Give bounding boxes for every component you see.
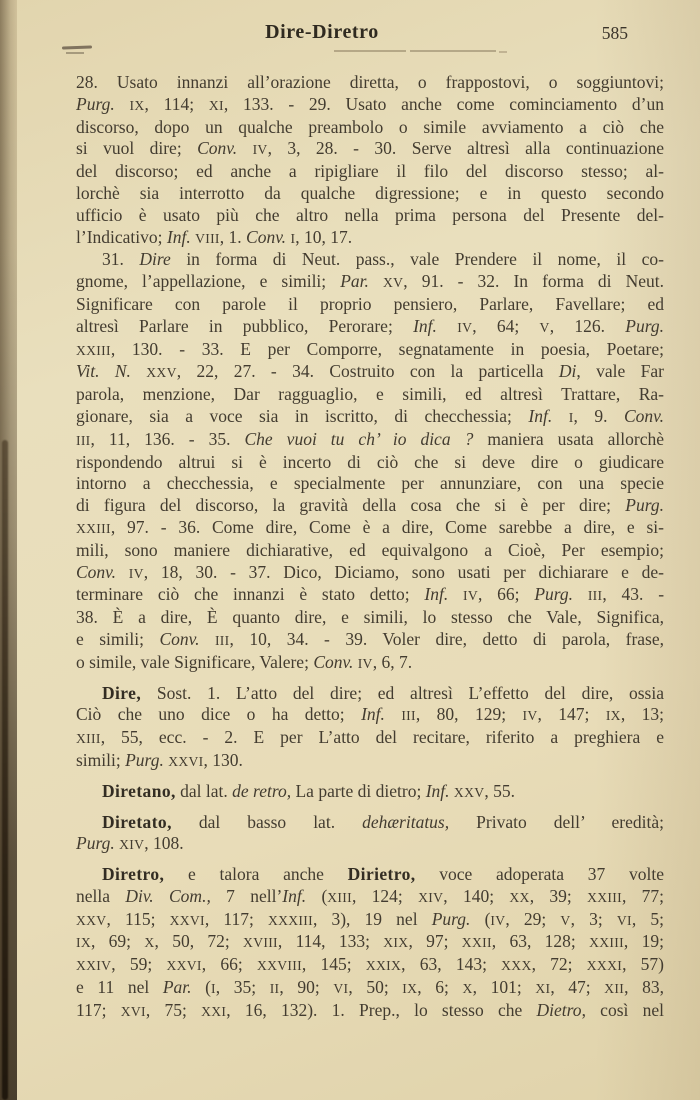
text-segment: del discorso; ed anche a ripigliare il filo del discorso stesso; al- xyxy=(76,161,664,182)
text-segment: , 72; xyxy=(531,954,587,975)
text-line xyxy=(76,562,664,585)
text-segment: VIII xyxy=(195,230,220,246)
text-segment: ( xyxy=(306,885,328,906)
dictionary-entry xyxy=(76,812,664,857)
text-segment: , 91. - 32. In forma di Neut. xyxy=(403,271,664,292)
headword: Dirietro, xyxy=(347,864,416,885)
text-segment: voce adoperata 37 volte xyxy=(415,864,664,885)
text-segment: , 80, 129; xyxy=(415,704,523,725)
scan-dash-mark-small xyxy=(66,52,84,54)
text-segment: Purg. xyxy=(625,495,664,516)
text-line xyxy=(76,833,664,856)
text-line xyxy=(76,540,664,562)
text-segment: , 126. xyxy=(549,315,626,336)
text-line xyxy=(76,909,664,932)
text-line xyxy=(76,271,664,294)
text-segment: XV xyxy=(382,275,404,291)
text-segment: , 147; xyxy=(537,704,606,725)
dictionary-entry xyxy=(76,683,664,773)
text-segment: XIV xyxy=(418,889,444,905)
text-segment: , 5; xyxy=(631,908,664,929)
text-segment: V xyxy=(539,319,550,335)
text-line xyxy=(76,886,664,909)
text-segment: IX xyxy=(402,981,418,997)
text-segment: l’Indicativo; xyxy=(76,226,167,247)
binding-edge-dark-stripe xyxy=(2,440,8,1100)
text-segment: gionare, sia a voce sia in iscritto, di checchessia; xyxy=(76,405,529,426)
text-segment: XI xyxy=(535,981,551,997)
text-line xyxy=(76,294,664,316)
text-segment: , 3; xyxy=(570,908,617,929)
text-segment: Vit. N. xyxy=(76,361,131,382)
text-segment: XXII xyxy=(461,935,492,951)
text-segment: III xyxy=(76,432,91,448)
text-line xyxy=(76,406,664,429)
text-segment: XIII xyxy=(76,731,101,747)
paragraph xyxy=(76,72,664,249)
text-segment: XIX xyxy=(383,935,409,951)
text-segment: , 114, 133; xyxy=(277,931,384,952)
header-rule-dot xyxy=(499,51,507,53)
text-segment: , 6; xyxy=(417,977,463,998)
text-segment: lorchè sia interrotto da qualche digressione; e in questo secondo xyxy=(76,182,664,203)
text-segment xyxy=(237,138,252,158)
text-line xyxy=(76,339,664,362)
text-segment: , 124; xyxy=(351,885,419,906)
text-line xyxy=(76,94,664,117)
text-segment: XXVI xyxy=(169,912,205,928)
text-segment: 117; xyxy=(76,999,121,1020)
text-line xyxy=(76,781,664,804)
text-segment: altresì Parlare in pubblico, Perorare; xyxy=(76,315,414,336)
text-segment: Inf. xyxy=(424,584,449,605)
text-segment: , 57) xyxy=(622,954,664,975)
dictionary-entry xyxy=(76,864,664,1023)
text-line xyxy=(76,931,664,954)
text-line xyxy=(76,161,664,183)
header-rule-fragment-left xyxy=(334,50,406,52)
text-segment: Dietro xyxy=(536,999,582,1020)
text-line xyxy=(76,727,664,750)
text-segment xyxy=(369,271,383,291)
text-segment: Che vuoi tu ch’ io dica ? xyxy=(244,428,474,449)
text-segment: discorso, dopo un qualche preambolo o simile avviamento a ciò che xyxy=(76,116,664,137)
text-segment: de retro, xyxy=(232,780,292,801)
text-segment: dehæritatus, xyxy=(362,811,450,832)
text-segment: , 10, 17. xyxy=(295,226,353,247)
text-segment: IV xyxy=(457,319,473,335)
text-segment: nella xyxy=(76,885,126,906)
text-segment: Purg. xyxy=(431,908,471,929)
text-segment xyxy=(116,562,129,582)
text-segment: , 64; xyxy=(472,315,540,336)
text-segment: XXVI xyxy=(168,753,204,769)
text-segment: , 97; xyxy=(408,931,462,952)
text-segment: Purg. xyxy=(76,93,115,114)
text-line xyxy=(76,72,664,94)
text-segment: XXVI xyxy=(166,958,202,974)
text-segment xyxy=(115,94,130,114)
text-segment: , 101; xyxy=(472,977,536,998)
text-segment: , 50, 72; xyxy=(154,931,244,952)
text-segment: Di xyxy=(558,361,577,382)
headword: Diretato, xyxy=(102,811,172,832)
text-segment: Par. xyxy=(340,271,369,292)
text-segment: , 130. - 33. E per Comporre, segnatamente in poesia, Poetare; xyxy=(110,338,664,359)
text-segment: XXV xyxy=(76,912,107,928)
text-segment: 38. È a dire, È quanto dire, e simili, lo stesso che Vale, Significa, xyxy=(76,607,664,628)
running-header xyxy=(76,21,664,47)
text-segment: La parte di dietro; xyxy=(291,780,426,801)
text-segment: Sost. 1. L’atto del dire; ed altresì L’effetto del dire, ossia xyxy=(141,682,664,703)
text-segment: XXVIII xyxy=(256,958,302,974)
text-segment: , 145; xyxy=(301,954,366,975)
text-segment: IV xyxy=(252,142,268,158)
text-segment: IV xyxy=(128,565,144,581)
text-segment: simili; xyxy=(76,749,126,770)
text-segment: , 97. - 36. Come dire, Come è a dire, Come sarebbe a dire, e si- xyxy=(110,516,664,537)
text-segment: , 130. xyxy=(203,749,243,770)
text-segment: ( xyxy=(191,977,211,998)
text-line xyxy=(76,812,664,834)
text-segment: Par. xyxy=(162,977,192,998)
text-segment: Ciò che uno dice o ha detto; xyxy=(76,704,362,725)
text-segment: , 29; xyxy=(505,908,561,929)
text-segment: , 22, 27. - 34. Costruito con la particella xyxy=(176,361,559,382)
text-line xyxy=(76,361,664,384)
text-line xyxy=(76,607,664,629)
text-segment: Dire xyxy=(139,249,171,270)
text-segment: XXV xyxy=(146,365,177,381)
text-line xyxy=(76,452,664,474)
text-segment: III xyxy=(587,588,603,604)
text-segment: , 1. xyxy=(219,226,247,247)
text-segment: Purg. xyxy=(534,584,574,605)
text-line xyxy=(76,954,664,977)
text-line xyxy=(76,1000,664,1023)
text-segment: XVIII xyxy=(243,935,278,951)
text-segment: Privato dell’ eredità; xyxy=(449,811,664,832)
text-segment: XXXI xyxy=(586,958,623,974)
text-segment: maniera usata allorchè xyxy=(473,428,664,449)
text-line xyxy=(76,138,664,161)
text-segment: dal basso lat. xyxy=(171,811,363,832)
text-segment: XXIII xyxy=(76,520,111,536)
text-line xyxy=(76,517,664,540)
text-segment: III xyxy=(401,708,416,724)
text-segment: , 63, 128; xyxy=(491,931,590,952)
text-segment: , 117; xyxy=(204,908,268,929)
text-line xyxy=(76,316,664,339)
text-segment: , 59; xyxy=(111,954,167,975)
text-segment: XXIII xyxy=(587,889,622,905)
text-segment: o simile, vale Significare, Valere; xyxy=(76,651,314,672)
text-segment: IV xyxy=(463,588,478,604)
text-line xyxy=(76,629,664,652)
text-segment xyxy=(131,361,146,381)
text-segment: , 9. xyxy=(573,405,624,426)
text-line xyxy=(76,704,664,727)
text-segment: , 133. - 29. Usato anche come cominciamento d’un xyxy=(223,93,665,114)
text-segment: , 43. - xyxy=(602,584,665,605)
text-segment: , 39; xyxy=(529,885,588,906)
page-text xyxy=(76,72,664,1023)
text-segment: XII xyxy=(604,981,625,997)
text-segment: rispondendo altrui si è incerto di ciò che si deve dire o giudicare xyxy=(76,451,664,472)
text-line xyxy=(76,183,664,205)
text-segment: Inf. xyxy=(413,315,437,336)
text-segment: XXXIII xyxy=(267,912,313,928)
text-segment xyxy=(385,704,401,724)
text-segment: in forma di Neut. pass., vale Prendere il nome, il co- xyxy=(170,249,664,270)
text-segment: , 140; xyxy=(443,885,510,906)
text-segment: , 18, 30. - 37. Dico, Diciamo, sono usati per dichiarare e de- xyxy=(143,561,665,582)
text-line xyxy=(76,205,664,227)
text-segment: , 3), 19 nel xyxy=(312,908,432,929)
text-segment: XXIII xyxy=(76,342,111,358)
text-segment: , 69; xyxy=(91,931,145,952)
dictionary-entry xyxy=(76,781,664,804)
text-segment: ufficio è usato più che altro nella prima persona del Presente del- xyxy=(76,204,664,225)
page-number: 585 xyxy=(601,23,628,43)
text-segment: XIV xyxy=(119,837,145,853)
text-line xyxy=(76,495,664,517)
text-segment: , 108. xyxy=(144,833,184,854)
text-segment: XXV xyxy=(453,784,485,800)
text-segment: Div. Com., xyxy=(125,885,211,906)
text-segment: IV xyxy=(357,655,373,671)
text-segment: XVI xyxy=(120,1003,146,1019)
text-segment: IX xyxy=(129,97,145,113)
text-segment: gnome, l’appellazione, e simili; xyxy=(76,271,341,292)
text-segment: Purg. xyxy=(76,833,115,854)
text-segment: , 3, 28. - 30. Serve altresì alla continuazione xyxy=(267,138,664,159)
text-segment xyxy=(437,316,457,336)
text-line xyxy=(76,750,664,773)
text-segment: XI xyxy=(208,97,224,113)
binding-shadow xyxy=(0,0,17,1100)
text-segment: IV xyxy=(490,912,506,928)
text-segment: 28. Usato innanzi all’orazione diretta, o frappostovi, o soggiuntovi; xyxy=(76,72,664,92)
text-segment: , 75; xyxy=(145,999,202,1020)
text-segment xyxy=(448,584,463,604)
text-segment: , 50; xyxy=(348,977,403,998)
paragraph xyxy=(76,249,664,674)
text-line xyxy=(76,683,664,705)
text-line xyxy=(76,584,664,607)
text-segment: Inf. xyxy=(361,704,385,725)
text-segment: Purg. xyxy=(625,315,665,336)
text-line xyxy=(76,473,664,495)
text-segment: , 66; xyxy=(201,954,257,975)
text-segment: Conv. xyxy=(76,561,117,582)
text-segment: mili, sono maniere dichiarative, ed equivalgono a Cioè, Per esempio; xyxy=(76,539,664,560)
text-segment: , 55, ecc. - 2. E per L’atto del recitare, riferito a preghiera e xyxy=(100,727,664,748)
text-segment: , vale Far xyxy=(576,361,664,382)
text-segment: dal lat. xyxy=(175,780,233,801)
text-segment: , 6, 7. xyxy=(372,651,413,672)
text-line xyxy=(76,429,664,452)
text-line xyxy=(76,864,664,886)
text-segment: X xyxy=(144,935,155,951)
text-segment: , 90; xyxy=(279,977,334,998)
text-segment: II xyxy=(269,981,280,997)
text-segment: 31. xyxy=(102,249,140,270)
text-segment: XXX xyxy=(501,958,532,974)
text-segment: Inf. xyxy=(528,405,553,426)
text-segment: XX xyxy=(509,889,530,905)
text-segment: IX xyxy=(76,935,91,951)
text-segment: , 77; xyxy=(621,885,665,906)
text-segment: , 55. xyxy=(484,780,515,801)
text-segment: parola, menzione, Dar ragguaglio, e simili, ed altresì Trattare, Ra- xyxy=(76,384,664,405)
header-rule-fragment-right xyxy=(410,50,496,52)
text-segment: si vuol dire; xyxy=(76,138,198,159)
text-segment: XXIII xyxy=(589,935,624,951)
text-segment: XXIV xyxy=(76,958,112,974)
text-segment: , 83, xyxy=(624,977,664,998)
text-segment: , 10, 34. - 39. Voler dire, detto di parola, frase, xyxy=(229,628,665,649)
text-segment: , 35; xyxy=(215,977,270,998)
text-segment: terminare ciò che innanzi è stato detto; xyxy=(76,584,425,605)
text-segment: I xyxy=(290,230,296,246)
text-segment: XIII xyxy=(327,889,352,905)
text-segment: Conv. xyxy=(197,138,238,159)
text-segment: , 13; xyxy=(620,704,665,725)
text-segment xyxy=(552,406,568,426)
text-segment: Conv. xyxy=(159,628,200,649)
text-line xyxy=(76,117,664,139)
text-segment: VI xyxy=(616,912,632,928)
text-segment: ( xyxy=(470,908,491,929)
text-segment: Inf. xyxy=(425,780,450,801)
text-segment: , 11, 136. - 35. xyxy=(90,428,245,449)
text-segment: intorno a checchessia, e specialmente per annunziare, con una specie xyxy=(76,473,664,494)
text-segment: III xyxy=(214,632,230,648)
text-segment: I xyxy=(210,981,216,997)
text-segment: , 114; xyxy=(144,93,209,114)
text-segment: e 11 nel xyxy=(76,977,163,998)
text-segment: , 63, 143; xyxy=(401,954,502,975)
text-line xyxy=(76,977,664,1000)
text-segment: V xyxy=(560,912,571,928)
text-line xyxy=(76,384,664,406)
headword: Dire, xyxy=(102,682,142,703)
text-segment: 7 nell’ xyxy=(210,885,283,906)
page-title: Dire-Diretro xyxy=(265,21,379,43)
text-segment: Inf. xyxy=(282,885,307,906)
text-segment: XXI xyxy=(201,1003,227,1019)
text-segment xyxy=(573,584,588,604)
text-segment: Inf. xyxy=(166,226,191,247)
text-segment: , 47; xyxy=(550,977,605,998)
text-segment: I xyxy=(568,409,574,425)
headword: Diretano, xyxy=(102,780,176,801)
text-segment: XXIX xyxy=(365,958,402,974)
text-segment: , 19; xyxy=(623,931,664,952)
text-line xyxy=(76,227,664,250)
text-segment: Purg. xyxy=(125,749,164,770)
text-segment: , così nel xyxy=(581,999,664,1020)
text-segment: IV xyxy=(522,708,538,724)
text-line xyxy=(76,249,664,271)
text-segment: , 66; xyxy=(478,584,535,605)
text-segment: e talora anche xyxy=(164,864,348,885)
text-segment: Conv. xyxy=(246,226,287,247)
headword: Diretro, xyxy=(102,864,165,885)
text-segment: Conv. xyxy=(313,651,354,672)
text-segment: di figura del discorso, la gravità della cosa che si è per dire; xyxy=(76,495,626,516)
text-segment: Significare con parole il proprio pensiero, Parlare, Favellare; ed xyxy=(76,293,664,314)
text-segment: VI xyxy=(333,981,349,997)
text-segment: IX xyxy=(605,708,621,724)
text-segment xyxy=(199,629,214,649)
text-segment: Conv. xyxy=(623,405,664,426)
text-segment: , 16, 132). 1. Prep., lo stesso che xyxy=(226,999,537,1020)
text-line xyxy=(76,652,664,675)
text-segment: e simili; xyxy=(76,628,160,649)
text-segment: X xyxy=(462,981,473,997)
text-segment: , 115; xyxy=(106,908,170,929)
